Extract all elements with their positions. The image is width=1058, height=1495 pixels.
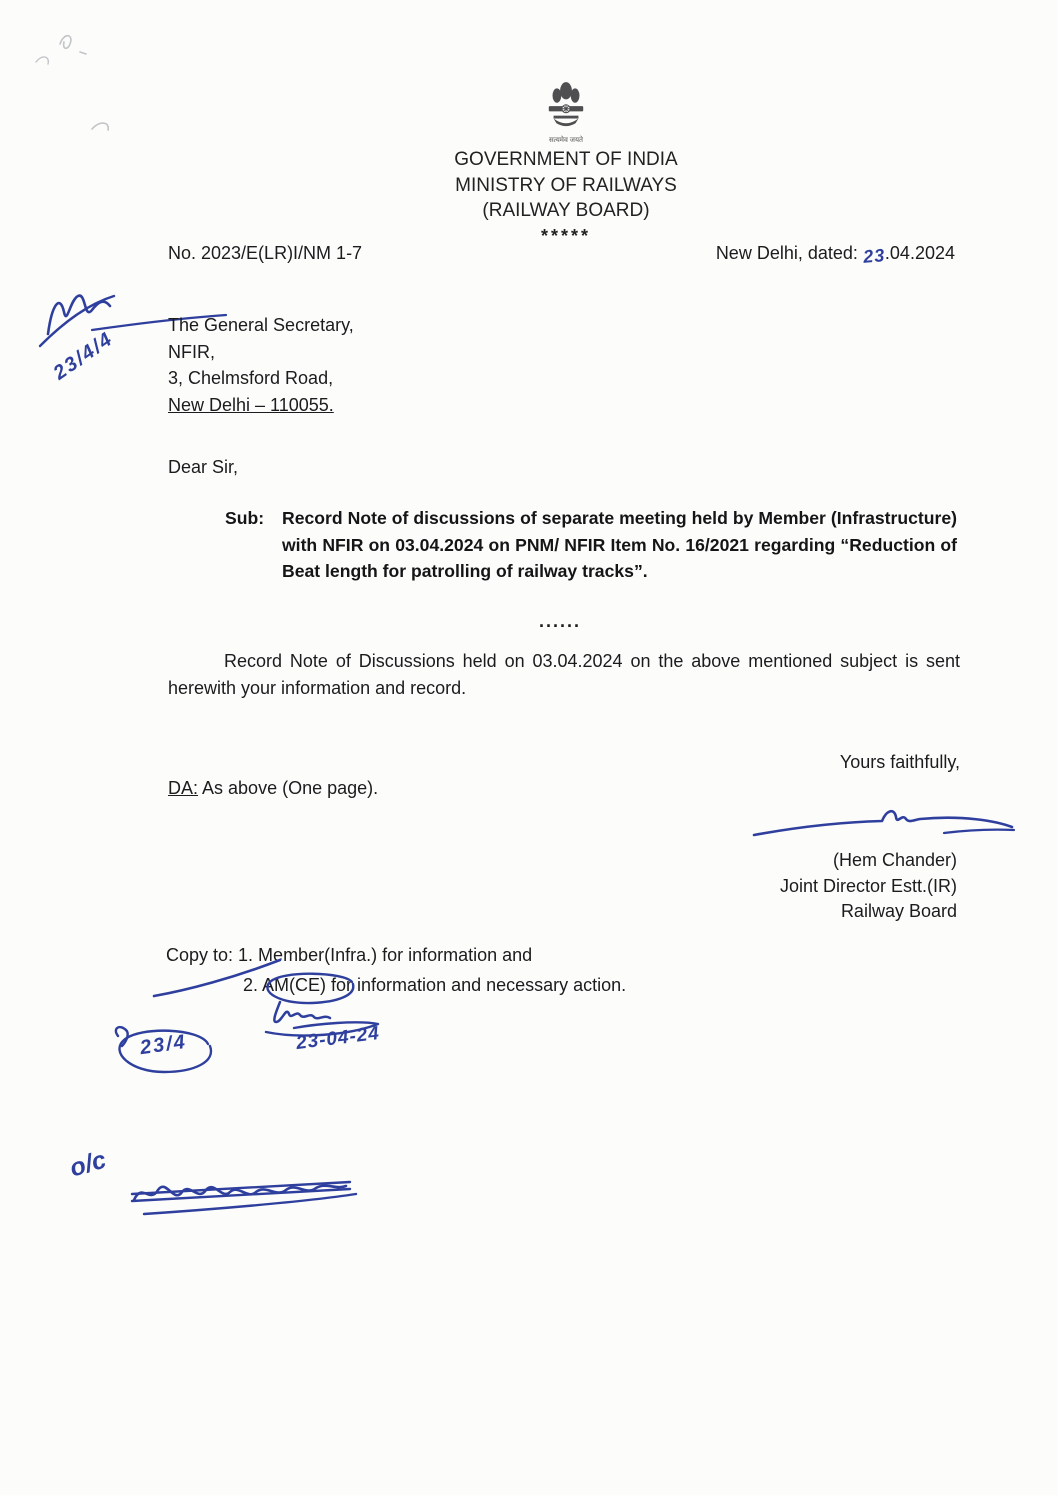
pencil-noise-marks xyxy=(22,14,142,144)
subject-text: Record Note of discussions of separate meeting held by Member (Infrastructure) with NFIR on 03.04.2024 on PNM/ NFIR Item No. 16/2021 regarding “Reduction of Beat length for patrolling of railway tracks”. xyxy=(282,508,957,581)
letterhead xyxy=(356,80,776,247)
circled-date-text: 23/4 xyxy=(138,1030,189,1060)
handwritten-day: 23 xyxy=(862,245,886,267)
struck-name-scribble xyxy=(124,1168,364,1226)
signatory-signature-scribble xyxy=(748,803,1020,847)
signatory-designation: Joint Director Estt.(IR) xyxy=(779,875,957,896)
address-line-2: NFIR, xyxy=(168,341,215,362)
subject-block xyxy=(225,505,957,585)
margin-date: 23/4/4 xyxy=(49,327,118,385)
reference-number: No. 2023/E(LR)I/NM 1-7 xyxy=(168,243,363,263)
reference-row xyxy=(168,243,955,267)
enclosure-line xyxy=(168,778,378,799)
date-suffix: .04.2024 xyxy=(884,243,955,263)
separator-dots: ...... xyxy=(538,611,582,631)
signatory-block xyxy=(780,848,957,925)
signatory-organization: Railway Board xyxy=(840,901,957,921)
subject-label: Sub: xyxy=(225,508,265,528)
header-stars: ***** xyxy=(540,225,592,246)
address-line-3: 3, Chelmsford Road, xyxy=(168,368,334,388)
signatory-name: (Hem Chander) xyxy=(832,850,957,870)
address-line-1: The General Secretary, xyxy=(168,315,354,335)
copy-to-item-2-recipient: AM(CE) xyxy=(262,975,327,995)
copy-to-label: Copy to: xyxy=(166,945,239,965)
header-ministry: MINISTRY OF RAILWAYS xyxy=(455,174,677,196)
office-signature-date: 23-04-24 xyxy=(294,1022,381,1055)
header-government: GOVERNMENT OF INDIA xyxy=(454,149,678,170)
closing-line: Yours faithfully, xyxy=(839,752,960,772)
copy-to-item-1: 1. Member(Infra.) for information and xyxy=(238,945,533,965)
place-and-date xyxy=(715,243,955,267)
date-prefix: New Delhi, dated: xyxy=(715,243,863,263)
header-railway-board: (RAILWAY BOARD) xyxy=(482,200,650,221)
emblem-caption: सत्यमेव जयते xyxy=(548,137,584,144)
ashoka-emblem-icon xyxy=(544,80,588,145)
copy-to-item-2-text: for information and necessary action. xyxy=(326,975,627,995)
copy-to-item-2-number: 2. xyxy=(243,975,263,995)
enclosure-label: DA: xyxy=(168,778,199,798)
oc-mark: o/c xyxy=(66,1145,110,1183)
address-line-4: New Delhi – 110055. xyxy=(168,394,334,415)
body-paragraph: Record Note of Discussions held on 03.04.2024 on the above mentioned subject is sent herewith your information and record. xyxy=(168,651,960,698)
enclosure-text: As above (One page). xyxy=(198,778,379,798)
salutation: Dear Sir, xyxy=(168,457,239,477)
address-block xyxy=(168,312,354,418)
